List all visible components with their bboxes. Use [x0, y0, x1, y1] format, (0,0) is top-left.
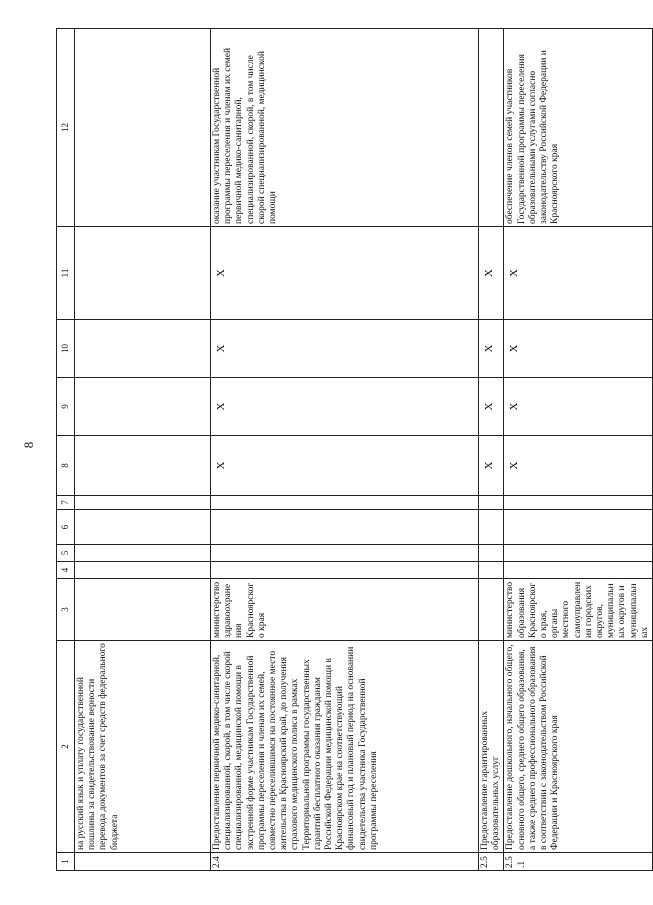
row-number: 2.4: [211, 853, 479, 871]
expected-result: оказание участникам Государственной программы переселения и членам их семей первичной медико-санитарной, специализированной, скорой, в том числе скорой специализированной, медицинской помощи: [211, 29, 479, 227]
cell-col5: [75, 545, 211, 562]
header-cell-6: 6: [57, 510, 75, 545]
table-row: [211, 29, 479, 871]
mark-col8: [75, 436, 211, 496]
cell-col4: [504, 562, 653, 579]
row-number: 2.5: [479, 853, 504, 871]
program-measures-table: [56, 28, 653, 871]
table-row: [504, 29, 653, 871]
executor: [75, 579, 211, 641]
cell-col6: [211, 510, 479, 545]
mark-col8: X: [504, 436, 653, 496]
cell-col4: [75, 562, 211, 579]
header-cell-4: 4: [57, 562, 75, 579]
header-row: [57, 29, 75, 871]
cell-col4: [211, 562, 479, 579]
expected-result: [479, 29, 504, 227]
cell-col7: [479, 496, 504, 510]
measure-name: на русский язык и уплату государственной пошлины за свидетельствование верности перевода документов за счет средств федерального бюджета: [75, 641, 211, 853]
header-cell-10: 10: [57, 320, 75, 378]
cell-col7: [211, 496, 479, 510]
mark-col10: [75, 320, 211, 378]
mark-col9: [75, 378, 211, 436]
cell-col7: [504, 496, 653, 510]
table-row: [479, 29, 504, 871]
mark-col10: X: [479, 320, 504, 378]
measure-name: Предоставление первичной медико-санитарной, специализированной, скорой, в том числе скорой специализированной, медицинской помощи в экстренной форме участникам Государственной программы переселения и членам их семей, совместно переселившимся на постоянное место жительства в Красноярский край, до получения страхового медицинского полиса в рамках Территориальной программы государственных гарантий бесплатного оказания гражданам Российской Федерации медицинской помощи в Красноярском крае на соответствующий финансовый год и плановый период на основании свидетельства участника Государственной программы переселения: [211, 641, 479, 853]
cell-col5: [211, 545, 479, 562]
header-cell-2: 2: [57, 641, 75, 853]
executor: [479, 579, 504, 641]
cell-col4: [479, 562, 504, 579]
measure-name: Предоставление дошкольного, начального общего, основного общего, среднего общего образования, а также среднего профессионального образования в соответствии с законодательством Российской Федерации и Красноярского края: [504, 641, 653, 853]
mark-col10: X: [211, 320, 479, 378]
header-cell-5: 5: [57, 545, 75, 562]
header-cell-3: 3: [57, 579, 75, 641]
header-cell-1: 1: [57, 853, 75, 871]
mark-col10: X: [504, 320, 653, 378]
document-page: [56, 29, 650, 871]
header-cell-8: 8: [57, 436, 75, 496]
cell-col6: [75, 510, 211, 545]
mark-col11: X: [479, 227, 504, 320]
rotated-table-container: [56, 29, 650, 871]
mark-col11: X: [211, 227, 479, 320]
mark-col8: X: [479, 436, 504, 496]
header-cell-9: 9: [57, 378, 75, 436]
mark-col11: [75, 227, 211, 320]
cell-col6: [504, 510, 653, 545]
row-number: [75, 853, 211, 871]
row-number: 2.5.1: [504, 853, 653, 871]
mark-col9: X: [504, 378, 653, 436]
expected-result: обеспечение членов семей участников Государственной программы переселения образовательными услугами согласно законодательству Российской Федерации и Красноярского края: [504, 29, 653, 227]
mark-col8: X: [211, 436, 479, 496]
mark-col11: X: [504, 227, 653, 320]
cell-col6: [479, 510, 504, 545]
cell-col5: [504, 545, 653, 562]
mark-col9: X: [211, 378, 479, 436]
header-cell-11: 11: [57, 227, 75, 320]
mark-col9: X: [479, 378, 504, 436]
page-number: 8: [21, 441, 36, 449]
table-row: [75, 29, 211, 871]
header-cell-7: 7: [57, 496, 75, 510]
header-cell-12: 12: [57, 29, 75, 227]
cell-col7: [75, 496, 211, 510]
expected-result: [75, 29, 211, 227]
executor: министерство образования Красноярского края, органы местного самоуправления городских округов, муниципальных округов и муниципальных: [504, 579, 653, 641]
executor: министерство здравоохранения Красноярского края: [211, 579, 479, 641]
cell-col5: [479, 545, 504, 562]
measure-name: Предоставление гарантированных образовательных услуг: [479, 641, 504, 853]
